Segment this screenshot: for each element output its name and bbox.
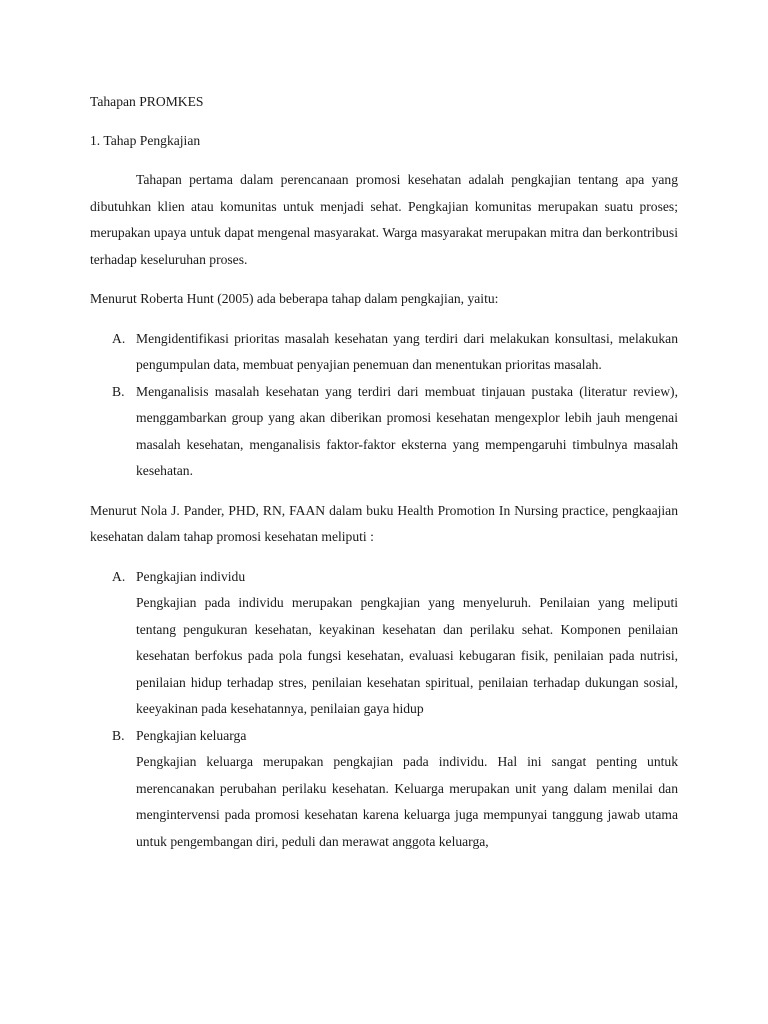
list-item xyxy=(90,564,678,723)
hunt-list xyxy=(90,326,678,485)
list-item-body: Pengkajian keluarga merupakan pengkajian pada individu. Hal ini sangat penting untuk merencanakan perubahan perilaku kesehatan. Keluarga merupakan unit yang dalam menilai dan mengintervensi pada promosi kesehatan karena keluarga juga mempunyai tanggung jawab utama untuk pengembangan diri, peduli dan merawat anggota keluarga, xyxy=(136,754,678,849)
hunt-intro-paragraph: Menurut Roberta Hunt (2005) ada beberapa tahap dalam pengkajian, yaitu: xyxy=(90,291,499,306)
list-item-text: Menganalisis masalah kesehatan yang terdiri dari membuat tinjauan pustaka (literatur review), menggambarkan group yang akan diberikan promosi kesehatan mengexplor lebih jauh mengenai masalah kesehatan, menganalisis faktor-faktor eksterna yang mempengaruhi timbulnya masalah kesehatan. xyxy=(136,383,678,478)
section-heading: 1. Tahap Pengkajian xyxy=(90,133,201,148)
list-item-title: Pengkajian keluarga xyxy=(136,727,247,743)
list-marker: B. xyxy=(112,727,125,743)
document-content xyxy=(90,89,678,868)
list-item xyxy=(90,723,678,856)
document-title: Tahapan PROMKES xyxy=(90,94,204,109)
list-item-title: Pengkajian individu xyxy=(136,568,246,584)
pander-list xyxy=(90,564,678,856)
pander-intro-paragraph: Menurut Nola J. Pander, PHD, RN, FAAN dalam buku Health Promotion In Nursing practice, pengkaajian kesehatan dalam tahap promosi kesehatan meliputi : xyxy=(90,502,678,544)
intro-paragraph: Tahapan pertama dalam perencanaan promosi kesehatan adalah pengkajian tentang apa yang dibutuhkan klien atau komunitas untuk menjadi sehat. Pengkajian komunitas merupakan suatu proses; merupakan upaya untuk dapat mengenal masyarakat. Warga masyarakat merupakan mitra dan berkontribusi terhadap keseluruhan proses. xyxy=(90,172,678,267)
list-item xyxy=(90,379,678,485)
list-marker: A. xyxy=(112,330,126,346)
list-marker: B. xyxy=(112,383,125,399)
list-item-body: Pengkajian pada individu merupakan pengkajian yang menyeluruh. Penilaian yang meliputi tentang pengukuran kesehatan, keyakinan kesehatan dan perilaku sehat. Komponen penilaian kesehatan berfokus pada pola fungsi kesehatan, evaluasi kebugaran fisik, penilaian pada nutrisi, penilaian hidup terhadap stres, penilaian kesehatan spiritual, penilaian terhadap dukungan sosial, keeyakinan pada kesehatannya, penilaian gaya hidup xyxy=(136,595,678,716)
list-item-text: Mengidentifikasi prioritas masalah kesehatan yang terdiri dari melakukan konsultasi, melakukan pengumpulan data, membuat penyajian penemuan dan menentukan prioritas masalah. xyxy=(136,330,678,372)
list-marker: A. xyxy=(112,568,126,584)
list-item xyxy=(90,326,678,379)
